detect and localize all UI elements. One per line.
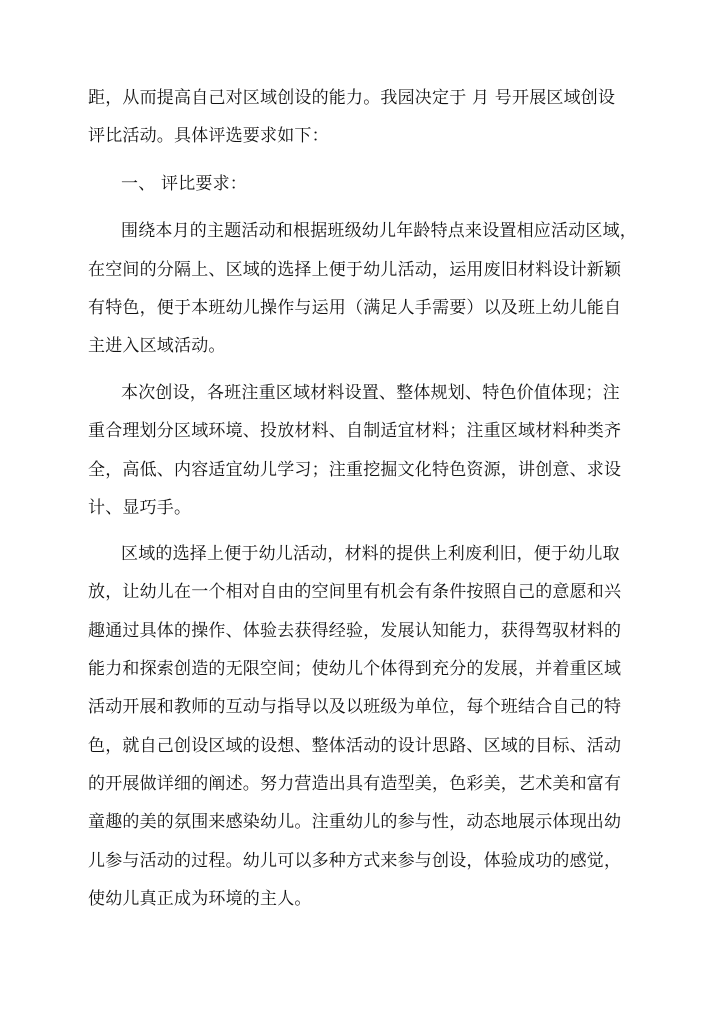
paragraph3-line-2: 放，让幼儿在一个相对自由的空间里有机会有条件按照自己的意愿和兴 — [88, 582, 622, 602]
paragraph2-line-2: 重合理划分区域环境、投放材料、自制适宜材料；注重区域材料种类齐 — [88, 421, 622, 441]
intro-line-1: 距，从而提高自己对区域创设的能力。我园决定于 月 号开展区域创设 — [88, 88, 616, 108]
paragraph3-line-1: 区域的选择上便于幼儿活动，材料的提供上利废利旧，便于幼儿取 — [121, 544, 620, 564]
paragraph3-line-8: 童趣的美的氛围来感染幼儿。注重幼儿的参与性，动态地展示体现出幼 — [88, 812, 622, 832]
paragraph1-line-2: 在空间的分隔上、区域的选择上便于幼儿活动，运用废旧材料设计新颖 — [88, 260, 622, 280]
paragraph1-line-1: 围绕本月的主题活动和根据班级幼儿年龄特点来设置相应活动区域， — [121, 221, 637, 241]
paragraph3-line-7: 的开展做详细的阐述。努力营造出具有造型美，色彩美，艺术美和富有 — [88, 774, 622, 794]
section-heading: 一、 评比要求： — [121, 174, 248, 194]
paragraph2-line-1: 本次创设，各班注重区域材料设置、整体规划、特色价值体现；注 — [121, 383, 620, 403]
paragraph3-line-3: 趣通过具体的操作、体验去获得经验，发展认知能力，获得驾驭材料的 — [88, 621, 622, 641]
intro-line-2: 评比活动。具体评选要求如下： — [88, 126, 329, 146]
paragraph2-line-3: 全，高低、内容适宜幼儿学习；注重挖掘文化特色资源，讲创意、求设 — [88, 460, 622, 480]
paragraph3-line-10: 使幼儿真正成为环境的主人。 — [88, 889, 312, 909]
paragraph1-line-3: 有特色，便于本班幼儿操作与运用（满足人手需要）以及班上幼儿能自 — [88, 298, 622, 318]
paragraph2-line-4: 计、显巧手。 — [88, 498, 192, 518]
paragraph3-line-5: 活动开展和教师的互动与指导以及以班级为单位，每个班结合自己的特 — [88, 697, 622, 717]
paragraph3-line-6: 色，就自己创设区域的设想、整体活动的设计思路、区域的目标、活动 — [88, 736, 622, 756]
paragraph1-line-4: 主进入区域活动。 — [88, 336, 226, 356]
paragraph3-line-4: 能力和探索创造的无限空间；使幼儿个体得到充分的发展，并着重区域 — [88, 659, 622, 679]
paragraph3-line-9: 儿参与活动的过程。幼儿可以多种方式来参与创设，体验成功的感觉， — [88, 851, 622, 871]
